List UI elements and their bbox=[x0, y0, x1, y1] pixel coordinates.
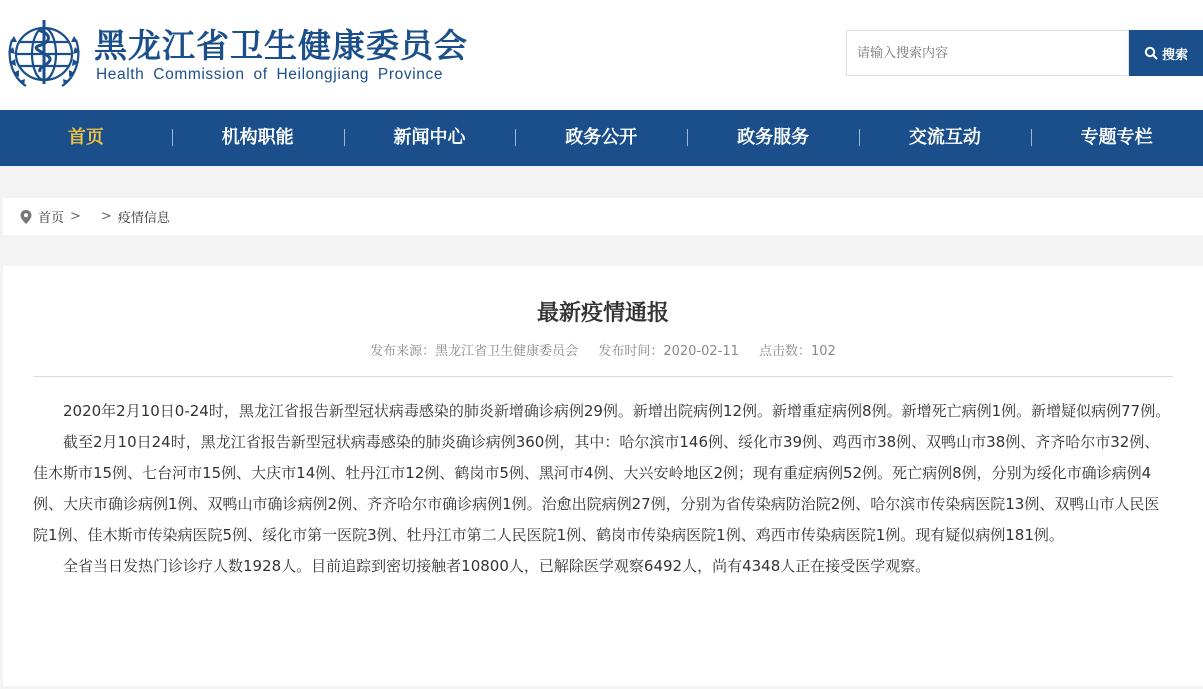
search-input[interactable] bbox=[846, 30, 1129, 76]
search-button-label: 搜索 bbox=[1161, 47, 1188, 63]
article-paragraph: 2020年2月10日0-24时，黑龙江省报告新型冠状病毒感染的肺炎新增确诊病例29例。新增出院病例12例。新增重症病例8例。新增死亡病例1例。新增疑似病例77例。 bbox=[63, 402, 1171, 420]
breadcrumb-separator: > bbox=[70, 209, 81, 224]
article-body bbox=[33, 396, 1173, 582]
breadcrumb bbox=[3, 198, 1203, 235]
breadcrumb-home[interactable]: 首页 bbox=[38, 211, 65, 226]
nav-item-interaction[interactable]: 交流互动 bbox=[859, 110, 1031, 166]
nav-item-topics[interactable]: 专题专栏 bbox=[1031, 110, 1203, 166]
nav-item-government-services[interactable]: 政务服务 bbox=[687, 110, 859, 166]
article-meta bbox=[3, 340, 1203, 359]
article-click-count: 点击数：102 bbox=[759, 344, 836, 359]
nav-item-government-affairs[interactable]: 政务公开 bbox=[515, 110, 687, 166]
who-emblem-icon[interactable] bbox=[4, 12, 84, 92]
article-divider bbox=[33, 376, 1173, 377]
search-button[interactable] bbox=[1129, 30, 1203, 76]
nav-item-news[interactable]: 新闻中心 bbox=[344, 110, 516, 166]
article-date: 发布时间：2020-02-11 bbox=[598, 344, 739, 359]
site-title[interactable]: 黑龙江省卫生健康委员会 bbox=[94, 26, 468, 65]
article-panel bbox=[3, 266, 1203, 686]
location-pin-icon bbox=[20, 210, 32, 224]
article-title: 最新疫情通报 bbox=[536, 301, 669, 326]
article-paragraph: 截至2月10日24时，黑龙江省报告新型冠状病毒感染的肺炎确诊病例360例，其中：哈尔滨市146例、绥化市39例、鸡西市38例、双鸭山市38例、齐齐哈尔市32例、佳木斯市15例、七台河市15例、大庆市14例、牡丹江市12例、鹤岗市5例、黑河市4例、大兴安岭地区2例；现有重症病例52例。死亡病例8例，分别为绥化市确诊病例4例、大庆市确诊病例1例、双鸭山市确诊病例2例、齐齐哈尔市确诊病例1例。治愈出院病例27例，分别为省传染病防治院2例、哈尔滨市传染病医院13例、双鸭山市人民医院1例、佳木斯市传染病医院5例、绥化市第一医院3例、牡丹江市第二人民医院1例、鹤岗市传染病医院1例、鸡西市传染病医院1例。现有疑似病例181例。 bbox=[33, 433, 1160, 544]
breadcrumb-separator: > bbox=[100, 209, 112, 224]
nav-item-organization[interactable]: 机构职能 bbox=[172, 110, 344, 166]
article-paragraph: 全省当日发热门诊诊疗人数1928人。目前追踪到密切接触者10800人，已解除医学观察6492人，尚有4348人正在接受医学观察。 bbox=[63, 557, 931, 575]
site-subtitle: Health Commission of Heilongjiang Province bbox=[96, 66, 444, 83]
search-icon bbox=[1144, 46, 1158, 60]
article-source: 发布来源：黑龙江省卫生健康委员会 bbox=[370, 344, 579, 359]
main-nav bbox=[0, 110, 1203, 166]
site-header bbox=[0, 0, 1203, 110]
nav-item-home[interactable]: 首页 bbox=[67, 127, 104, 148]
breadcrumb-current[interactable]: 疫情信息 bbox=[117, 211, 170, 226]
